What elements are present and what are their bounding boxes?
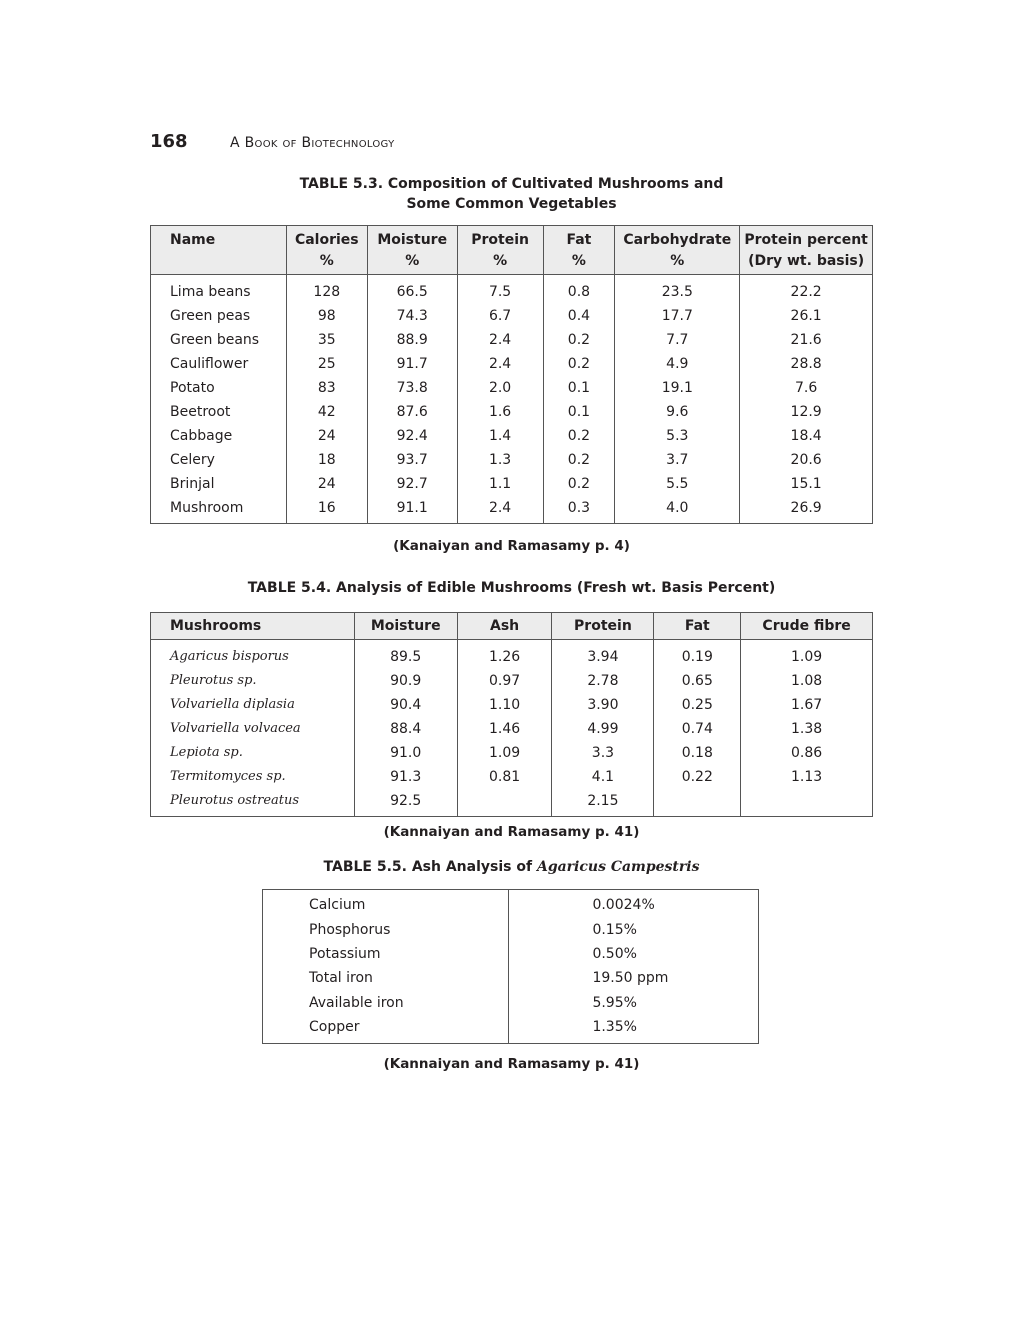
value-cell: 2.0 [457, 376, 543, 400]
row-label-cell: Agaricus bisporus [151, 640, 355, 670]
table-row [151, 424, 873, 448]
value-cell: 2.78 [552, 669, 654, 693]
value-cell: 3.90 [552, 693, 654, 717]
col-header-moisture: Moisture [354, 613, 457, 640]
table-row [151, 400, 873, 424]
value-cell: 15.1 [740, 472, 873, 496]
table-5-4-body [151, 640, 873, 817]
value-cell: 0.18 [654, 741, 741, 765]
col-header-protein-percent: Protein percent (Dry wt. basis) [740, 226, 873, 275]
table-5-3-header-row [151, 226, 873, 275]
value-cell: 3.94 [552, 640, 654, 670]
value-cell: 22.2 [740, 275, 873, 305]
value-cell: 89.5 [354, 640, 457, 670]
table-5-4-header-row [151, 613, 873, 640]
value-cell: 0.2 [543, 424, 615, 448]
value-cell: 18.4 [740, 424, 873, 448]
col-header-mushrooms: Mushrooms [151, 613, 355, 640]
value-cell: 0.19 [654, 640, 741, 670]
table-row [151, 693, 873, 717]
value-cell: 128 [286, 275, 367, 305]
value-cell: 1.08 [741, 669, 873, 693]
row-label-cell: Volvariella diplasia [151, 693, 355, 717]
table-5-3-title-line2: Some Common Vegetables [406, 196, 617, 212]
table-5-3-title [0, 174, 1023, 214]
value-cell: 90.9 [354, 669, 457, 693]
value-cell: 12.9 [740, 400, 873, 424]
table-row [151, 765, 873, 789]
value-cell: 73.8 [367, 376, 457, 400]
row-label-cell: Termitomyces sp. [151, 765, 355, 789]
col-header-ash: Ash [457, 613, 552, 640]
value-cell: 16 [286, 496, 367, 524]
row-label-cell: Green beans [151, 328, 287, 352]
value-cell: 1.38 [741, 717, 873, 741]
table-row [151, 717, 873, 741]
value-cell [741, 789, 873, 817]
value-cell: 0.2 [543, 328, 615, 352]
value-cell: 0.74 [654, 717, 741, 741]
table-5-4-title: TABLE 5.4. Analysis of Edible Mushrooms (Fresh wt. Basis Percent) [247, 580, 776, 596]
page-number: 168 [150, 131, 188, 152]
value-cell: 4.99 [552, 717, 654, 741]
value-cell: 1.6 [457, 400, 543, 424]
table-5-5 [262, 889, 759, 1044]
value-cell: 0.0024% [592, 897, 655, 914]
value-cell: 83 [286, 376, 367, 400]
value-cell: 90.4 [354, 693, 457, 717]
table-row [151, 741, 873, 765]
value-cell: 0.25 [654, 693, 741, 717]
row-label-cell: Cabbage [151, 424, 287, 448]
value-cell: 0.2 [543, 352, 615, 376]
value-cell [457, 789, 552, 817]
value-cell: 42 [286, 400, 367, 424]
value-cell: 91.0 [354, 741, 457, 765]
value-cell: 0.81 [457, 765, 552, 789]
table-row [263, 917, 759, 941]
value-cell: 0.50% [592, 945, 637, 962]
value-cell: 87.6 [367, 400, 457, 424]
table-row [151, 472, 873, 496]
table-row [151, 496, 873, 524]
value-cell: 0.2 [543, 448, 615, 472]
value-cell: 25 [286, 352, 367, 376]
value-cell: 23.5 [615, 275, 740, 305]
col-header-moisture: Moisture % [367, 226, 457, 275]
value-cell: 9.6 [615, 400, 740, 424]
value-cell: 0.4 [543, 304, 615, 328]
row-label-cell: Cauliflower [151, 352, 287, 376]
value-cell: 0.86 [741, 741, 873, 765]
element-name-cell: Total iron [263, 966, 509, 990]
value-cell: 66.5 [367, 275, 457, 305]
row-label-cell: Potato [151, 376, 287, 400]
value-cell: 1.46 [457, 717, 552, 741]
element-name-cell: Potassium [263, 942, 509, 966]
row-label-cell: Lima beans [151, 275, 287, 305]
row-label-cell: Mushroom [151, 496, 287, 524]
value-cell: 92.4 [367, 424, 457, 448]
element-name-cell: Copper [263, 1015, 509, 1044]
col-header-protein: Protein [552, 613, 654, 640]
value-cell: 19.1 [615, 376, 740, 400]
table-5-5-title [0, 857, 1023, 877]
value-cell: 21.6 [740, 328, 873, 352]
value-cell: 17.7 [615, 304, 740, 328]
value-cell: 1.13 [741, 765, 873, 789]
col-header-calories: Calories % [286, 226, 367, 275]
value-cell: 26.9 [740, 496, 873, 524]
value-cell [654, 789, 741, 817]
value-cell: 88.4 [354, 717, 457, 741]
value-cell: 26.1 [740, 304, 873, 328]
row-label-cell: Volvariella volvacea [151, 717, 355, 741]
element-name-cell: Available iron [263, 991, 509, 1015]
row-label-cell: Green peas [151, 304, 287, 328]
col-header-carbohydrate: Carbohydrate % [615, 226, 740, 275]
value-cell: 0.8 [543, 275, 615, 305]
value-cell: 0.3 [543, 496, 615, 524]
value-cell: 1.35% [592, 1019, 637, 1036]
table-row [151, 304, 873, 328]
value-cell: 91.3 [354, 765, 457, 789]
value-cell: 6.7 [457, 304, 543, 328]
table-5-3-title-line1: TABLE 5.3. Composition of Cultivated Mushrooms and [299, 176, 724, 192]
table-5-5-body [263, 890, 759, 1044]
table-5-3-body [151, 275, 873, 524]
value-cell: 0.15% [592, 921, 637, 938]
value-cell: 2.4 [457, 496, 543, 524]
value-cell: 4.0 [615, 496, 740, 524]
row-label-cell: Brinjal [151, 472, 287, 496]
table-row [151, 275, 873, 305]
value-cell: 7.6 [740, 376, 873, 400]
table-row [263, 991, 759, 1015]
table-5-4-source: (Kannaiyan and Ramasamy p. 41) [383, 824, 640, 840]
table-row [263, 1015, 759, 1044]
value-cell: 5.3 [615, 424, 740, 448]
col-header-protein: Protein % [457, 226, 543, 275]
table-5-5-title-species: Agaricus Campestris [536, 859, 700, 875]
value-cell: 91.7 [367, 352, 457, 376]
value-cell: 1.09 [741, 640, 873, 670]
value-cell: 88.9 [367, 328, 457, 352]
book-title: A Book of Biotechnology [230, 135, 395, 151]
value-cell: 24 [286, 424, 367, 448]
element-name-cell: Calcium [263, 890, 509, 918]
value-cell: 0.22 [654, 765, 741, 789]
row-label-cell: Celery [151, 448, 287, 472]
value-cell: 4.9 [615, 352, 740, 376]
value-cell: 35 [286, 328, 367, 352]
value-cell: 1.3 [457, 448, 543, 472]
table-row [151, 789, 873, 817]
value-cell: 19.50 ppm [592, 970, 669, 987]
table-5-4 [150, 612, 873, 817]
value-cell: 5.5 [615, 472, 740, 496]
value-cell: 1.26 [457, 640, 552, 670]
table-row [263, 942, 759, 966]
value-cell: 24 [286, 472, 367, 496]
value-cell: 0.1 [543, 376, 615, 400]
row-label-cell: Pleurotus sp. [151, 669, 355, 693]
table-row [151, 640, 873, 670]
table-row [263, 966, 759, 990]
col-header-crude-fibre: Crude fibre [741, 613, 873, 640]
row-label-cell: Lepiota sp. [151, 741, 355, 765]
row-label-cell: Beetroot [151, 400, 287, 424]
value-cell: 1.09 [457, 741, 552, 765]
value-cell: 3.7 [615, 448, 740, 472]
value-cell: 1.10 [457, 693, 552, 717]
value-cell: 1.67 [741, 693, 873, 717]
col-header-name: Name [151, 226, 287, 275]
value-cell: 2.4 [457, 352, 543, 376]
table-row [151, 352, 873, 376]
value-cell: 2.15 [552, 789, 654, 817]
value-cell: 28.8 [740, 352, 873, 376]
element-name-cell: Phosphorus [263, 917, 509, 941]
value-cell: 0.2 [543, 472, 615, 496]
value-cell: 7.5 [457, 275, 543, 305]
value-cell: 93.7 [367, 448, 457, 472]
value-cell: 2.4 [457, 328, 543, 352]
value-cell: 1.4 [457, 424, 543, 448]
table-5-5-source: (Kannaiyan and Ramasamy p. 41) [383, 1056, 640, 1072]
table-row [151, 328, 873, 352]
value-cell: 92.7 [367, 472, 457, 496]
table-row [263, 890, 759, 918]
value-cell: 92.5 [354, 789, 457, 817]
table-row [151, 376, 873, 400]
table-row [151, 669, 873, 693]
row-label-cell: Pleurotus ostreatus [151, 789, 355, 817]
value-cell: 74.3 [367, 304, 457, 328]
value-cell: 91.1 [367, 496, 457, 524]
value-cell: 98 [286, 304, 367, 328]
col-header-fat: Fat % [543, 226, 615, 275]
value-cell: 5.95% [592, 994, 637, 1011]
value-cell: 4.1 [552, 765, 654, 789]
value-cell: 0.1 [543, 400, 615, 424]
value-cell: 0.97 [457, 669, 552, 693]
value-cell: 0.65 [654, 669, 741, 693]
col-header-fat: Fat [654, 613, 741, 640]
table-5-5-title-prefix: TABLE 5.5. Ash Analysis of [323, 859, 537, 875]
value-cell: 20.6 [740, 448, 873, 472]
table-5-3-source: (Kanaiyan and Ramasamy p. 4) [393, 538, 630, 554]
value-cell: 7.7 [615, 328, 740, 352]
table-5-3 [150, 225, 873, 524]
table-row [151, 448, 873, 472]
value-cell: 3.3 [552, 741, 654, 765]
value-cell: 18 [286, 448, 367, 472]
value-cell: 1.1 [457, 472, 543, 496]
